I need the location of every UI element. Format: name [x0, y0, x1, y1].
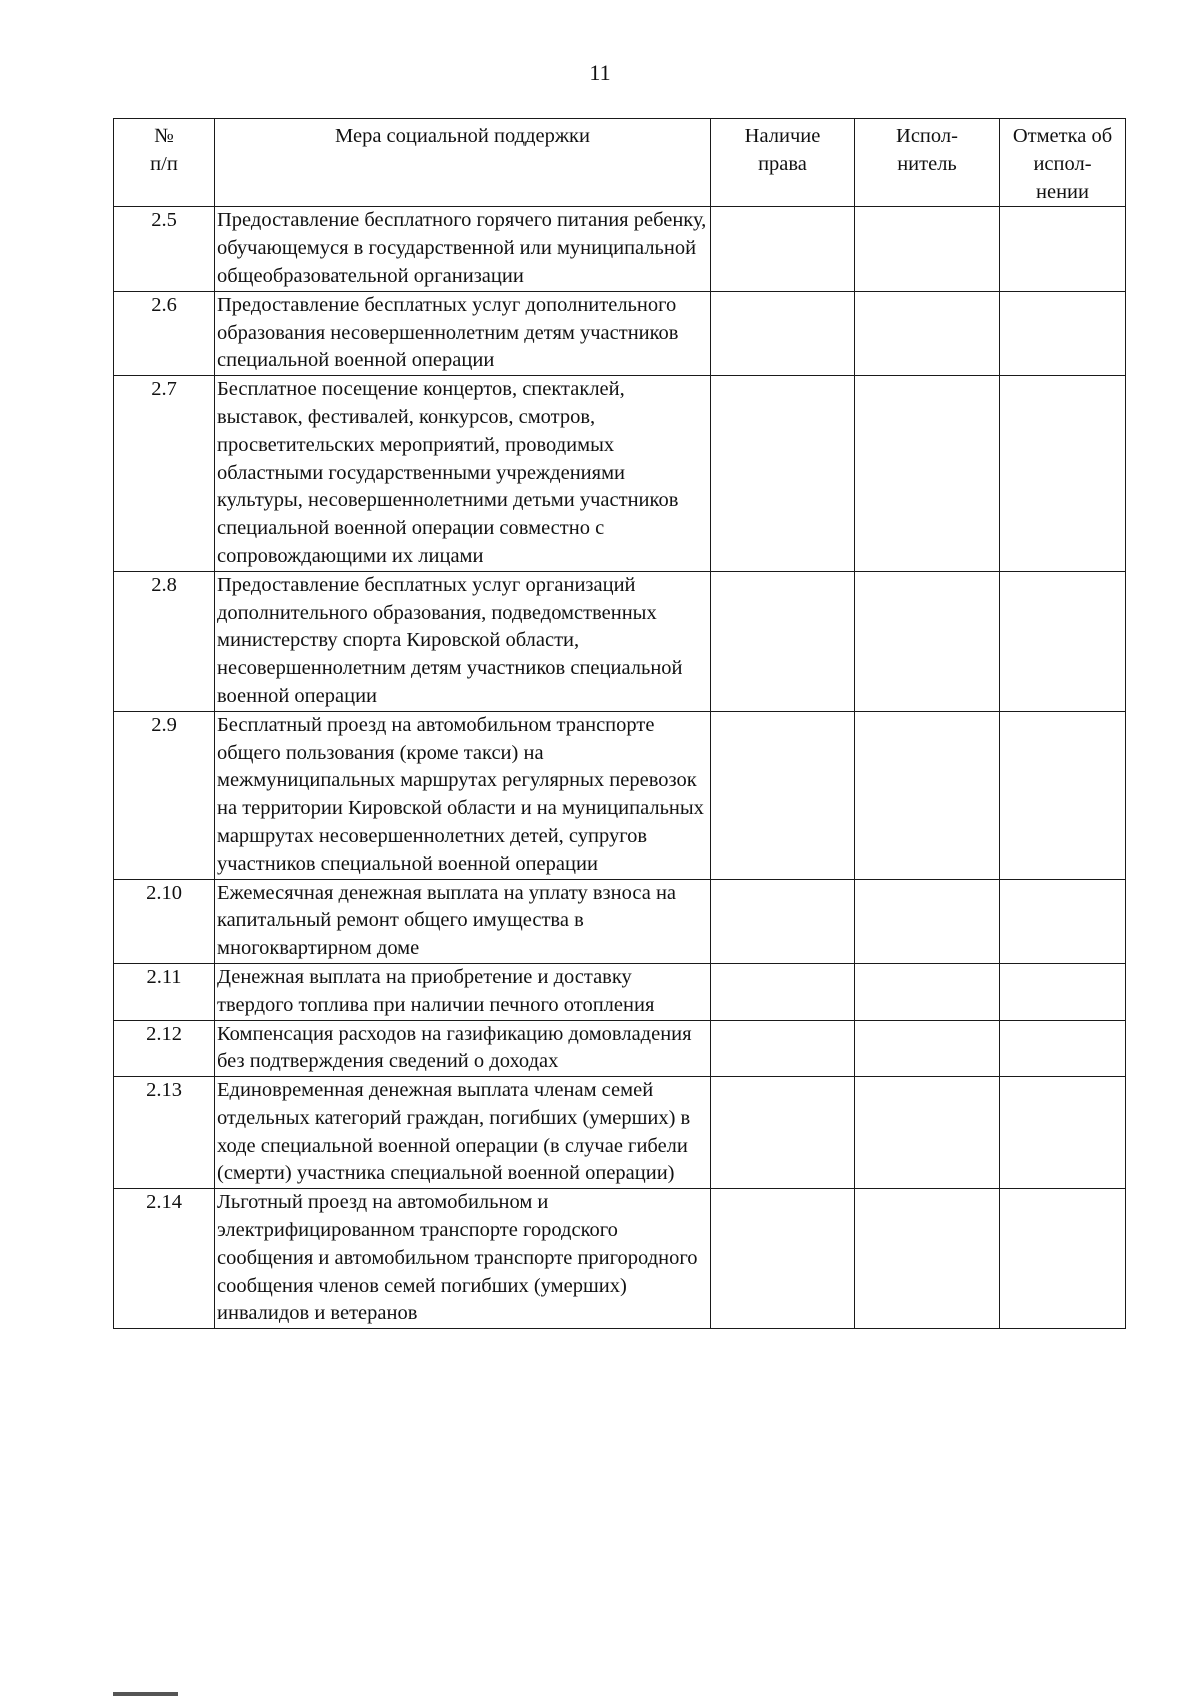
- row-measure: Предоставление бесплатных услуг организаций дополнительного образования, подведомственных министерству спорта Кировской области, несовершеннолетним детям участников специальной военной операции: [215, 571, 711, 711]
- right-cell[interactable]: [711, 963, 855, 1020]
- header-num: № п/п: [114, 119, 215, 207]
- row-number: 2.13: [114, 1077, 215, 1189]
- row-number: 2.10: [114, 879, 215, 963]
- mark-cell[interactable]: [1000, 207, 1126, 291]
- row-measure: Предоставление бесплатного горячего питания ребенку, обучающемуся в государственной или муниципальной общеобразовательной организации: [215, 207, 711, 291]
- mark-cell[interactable]: [1000, 1189, 1126, 1329]
- row-measure: Денежная выплата на приобретение и доставку твердого топлива при наличии печного отопления: [215, 963, 711, 1020]
- table-row: [114, 963, 1126, 1020]
- right-cell[interactable]: [711, 1189, 855, 1329]
- mark-cell[interactable]: [1000, 571, 1126, 711]
- footer-scan-mark: [113, 1692, 178, 1696]
- mark-cell[interactable]: [1000, 376, 1126, 572]
- row-number: 2.6: [114, 291, 215, 375]
- executor-cell[interactable]: [855, 207, 1000, 291]
- mark-cell[interactable]: [1000, 963, 1126, 1020]
- executor-cell[interactable]: [855, 1077, 1000, 1189]
- row-measure: Льготный проезд на автомобильном и электрифицированном транспорте городского сообщения и автомобильном транспорте пригородного сообщения членов семей погибших (умерших) инвалидов и ветеранов: [215, 1189, 711, 1329]
- right-cell[interactable]: [711, 207, 855, 291]
- mark-cell[interactable]: [1000, 711, 1126, 879]
- executor-cell[interactable]: [855, 879, 1000, 963]
- header-executor: Испол- нитель: [855, 119, 1000, 207]
- executor-cell[interactable]: [855, 1020, 1000, 1077]
- row-number: 2.9: [114, 711, 215, 879]
- right-cell[interactable]: [711, 1020, 855, 1077]
- table-row: [114, 1077, 1126, 1189]
- row-measure: Единовременная денежная выплата членам семей отдельных категорий граждан, погибших (умерших) в ходе специальной военной операции (в случае гибели (смерти) участника специальной военной операции): [215, 1077, 711, 1189]
- executor-cell[interactable]: [855, 376, 1000, 572]
- header-mark: Отметка об испол- нении: [1000, 119, 1126, 207]
- table-row: [114, 291, 1126, 375]
- right-cell[interactable]: [711, 291, 855, 375]
- mark-cell[interactable]: [1000, 1020, 1126, 1077]
- right-cell[interactable]: [711, 711, 855, 879]
- social-support-table: [113, 118, 1126, 1329]
- table-row: [114, 207, 1126, 291]
- table-row: [114, 1020, 1126, 1077]
- row-number: 2.7: [114, 376, 215, 572]
- table-row: [114, 1189, 1126, 1329]
- right-cell[interactable]: [711, 1077, 855, 1189]
- table-row: [114, 376, 1126, 572]
- row-number: 2.5: [114, 207, 215, 291]
- executor-cell[interactable]: [855, 291, 1000, 375]
- row-number: 2.12: [114, 1020, 215, 1077]
- row-measure: Предоставление бесплатных услуг дополнительного образования несовершеннолетним детям участников специальной военной операции: [215, 291, 711, 375]
- executor-cell[interactable]: [855, 963, 1000, 1020]
- table-row: [114, 711, 1126, 879]
- right-cell[interactable]: [711, 879, 855, 963]
- mark-cell[interactable]: [1000, 291, 1126, 375]
- table-header: [114, 119, 1126, 207]
- page-number: 11: [589, 60, 611, 85]
- right-cell[interactable]: [711, 571, 855, 711]
- row-measure: Бесплатный проезд на автомобильном транспорте общего пользования (кроме такси) на межмуниципальных маршрутах регулярных перевозок на территории Кировской области и на муниципальных маршрутах несовершеннолетних детей, супругов участников специальной военной операции: [215, 711, 711, 879]
- table-row: [114, 879, 1126, 963]
- table-row: [114, 571, 1126, 711]
- mark-cell[interactable]: [1000, 1077, 1126, 1189]
- mark-cell[interactable]: [1000, 879, 1126, 963]
- row-measure: Ежемесячная денежная выплата на уплату взноса на капитальный ремонт общего имущества в многоквартирном доме: [215, 879, 711, 963]
- right-cell[interactable]: [711, 376, 855, 572]
- row-measure: Бесплатное посещение концертов, спектаклей, выставок, фестивалей, конкурсов, смотров, просветительских мероприятий, проводимых областными государственными учреждениями культуры, несовершеннолетними детьми участников специальной военной операции совместно с сопровождающими их лицами: [215, 376, 711, 572]
- executor-cell[interactable]: [855, 571, 1000, 711]
- row-number: 2.14: [114, 1189, 215, 1329]
- executor-cell[interactable]: [855, 1189, 1000, 1329]
- header-measure: Мера социальной поддержки: [215, 119, 711, 207]
- header-right: Наличие права: [711, 119, 855, 207]
- row-measure: Компенсация расходов на газификацию домовладения без подтверждения сведений о доходах: [215, 1020, 711, 1077]
- executor-cell[interactable]: [855, 711, 1000, 879]
- row-number: 2.11: [114, 963, 215, 1020]
- row-number: 2.8: [114, 571, 215, 711]
